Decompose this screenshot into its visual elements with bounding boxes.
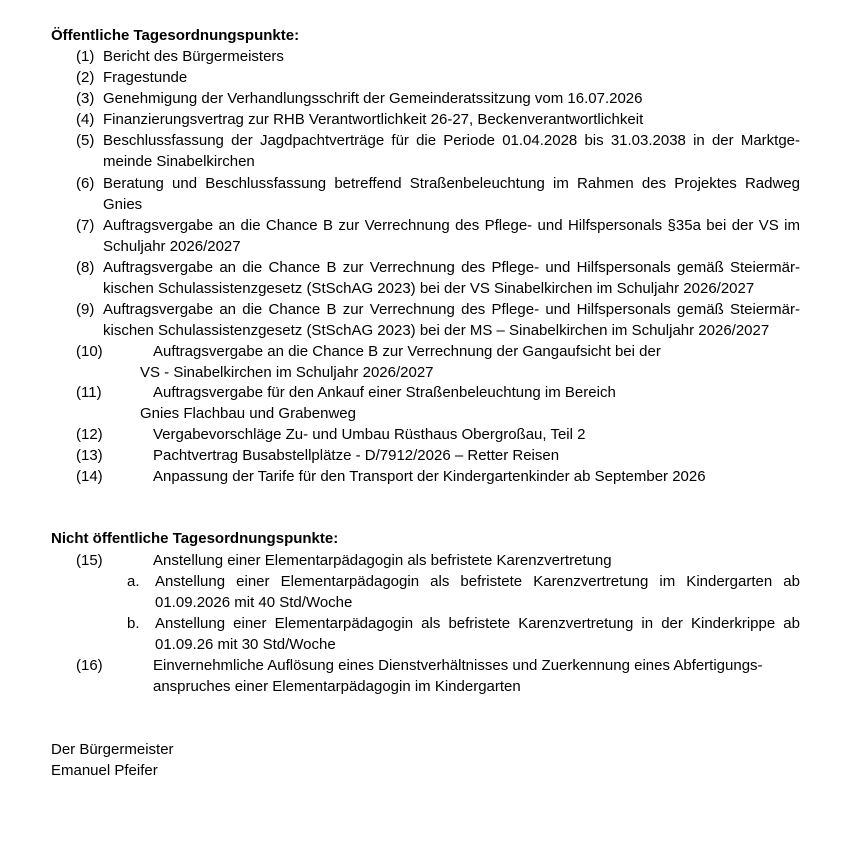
item-number: (3) bbox=[76, 90, 95, 107]
subitem-letter: b. bbox=[127, 615, 140, 632]
item-number: (1) bbox=[76, 48, 95, 65]
item-text: Anstellung einer Elementarpädagogin als befristete Karenzvertretung im Kindergarten ab bbox=[155, 573, 800, 590]
item-text: meinde Sinabelkirchen bbox=[103, 153, 255, 170]
item-text: Beratung und Beschlussfassung betreffend Straßenbeleuchtung im Rahmen des Projektes Radweg bbox=[103, 175, 800, 192]
item-number: (14) bbox=[76, 468, 103, 485]
item-number: (6) bbox=[76, 175, 95, 192]
item-number: (10) bbox=[76, 343, 103, 360]
item-number: (9) bbox=[76, 301, 95, 318]
item-text: Einvernehmliche Auflösung eines Dienstverhältnisses und Zuerkennung eines Abfertigungs- bbox=[153, 657, 763, 674]
item-text: Gnies bbox=[103, 196, 143, 213]
item-text: Auftragsvergabe an die Chance B zur Verrechnung der Gangaufsicht bei der bbox=[153, 343, 661, 360]
item-number: (16) bbox=[76, 657, 103, 674]
nonpublic-agenda-heading: Nicht öffentliche Tagesordnungspunkte: bbox=[51, 530, 339, 547]
item-text: Genehmigung der Verhandlungsschrift der Gemeinderatssitzung vom 16.07.2026 bbox=[103, 90, 643, 107]
item-text: Anstellung einer Elementarpädagogin als befristete Karenzvertretung bbox=[153, 552, 612, 569]
item-number: (13) bbox=[76, 447, 103, 464]
item-number: (2) bbox=[76, 69, 95, 86]
item-number: (12) bbox=[76, 426, 103, 443]
item-text: 01.09.2026 mit 40 Std/Woche bbox=[155, 594, 353, 611]
item-number: (15) bbox=[76, 552, 103, 569]
item-text: kischen Schulassistenzgesetz (StSchAG 2023) bei der MS – Sinabelkirchen im Schuljahr 2026/2027 bbox=[103, 322, 770, 339]
item-text: Gnies Flachbau und Grabenweg bbox=[140, 405, 356, 422]
item-text: Anpassung der Tarife für den Transport der Kindergartenkinder ab September 2026 bbox=[153, 468, 706, 485]
item-number: (7) bbox=[76, 217, 95, 234]
item-text: Beschlussfassung der Jagdpachtverträge für die Periode 01.04.2028 bis 31.03.2038 in der Marktge- bbox=[103, 132, 800, 149]
public-agenda-heading: Öffentliche Tagesordnungspunkte: bbox=[51, 27, 300, 44]
item-text: Auftragsvergabe für den Ankauf einer Straßenbeleuchtung im Bereich bbox=[153, 384, 616, 401]
item-number: (8) bbox=[76, 259, 95, 276]
signature-title: Der Bürgermeister bbox=[51, 741, 174, 758]
item-text: Finanzierungsvertrag zur RHB Verantwortlichkeit 26-27, Beckenverantwortlichkeit bbox=[103, 111, 644, 128]
item-text: Auftragsvergabe an die Chance B zur Verrechnung des Pflege- und Hilfspersonals gemäß Steiermär- bbox=[103, 301, 800, 318]
item-text: Fragestunde bbox=[103, 69, 188, 86]
item-number: (4) bbox=[76, 111, 95, 128]
item-text: Vergabevorschläge Zu- und Umbau Rüsthaus Obergroßau, Teil 2 bbox=[153, 426, 586, 443]
item-number: (5) bbox=[76, 132, 95, 149]
item-text: anspruches einer Elementarpädagogin im Kindergarten bbox=[153, 678, 521, 695]
item-text: Auftragsvergabe an die Chance B zur Verrechnung des Pflege- und Hilfspersonals gemäß Steiermär- bbox=[103, 259, 800, 276]
item-text: kischen Schulassistenzgesetz (StSchAG 2023) bei der VS Sinabelkirchen im Schuljahr 2026/2027 bbox=[103, 280, 755, 297]
item-text: Anstellung einer Elementarpädagogin als befristete Karenzvertretung in der Kinderkrippe ab bbox=[155, 615, 800, 632]
item-text: Auftragsvergabe an die Chance B zur Verrechnung des Pflege- und Hilfspersonals §35a bei der VS im bbox=[103, 217, 800, 234]
item-text: 01.09.26 mit 30 Std/Woche bbox=[155, 636, 336, 653]
item-text: Schuljahr 2026/2027 bbox=[103, 238, 241, 255]
item-number: (11) bbox=[76, 384, 102, 401]
item-text: Bericht des Bürgermeisters bbox=[103, 48, 284, 65]
signature-name: Emanuel Pfeifer bbox=[51, 762, 158, 779]
item-text: Pachtvertrag Busabstellplätze - D/7912/2026 – Retter Reisen bbox=[153, 447, 560, 464]
subitem-letter: a. bbox=[127, 573, 140, 590]
item-text: VS - Sinabelkirchen im Schuljahr 2026/2027 bbox=[140, 364, 434, 381]
